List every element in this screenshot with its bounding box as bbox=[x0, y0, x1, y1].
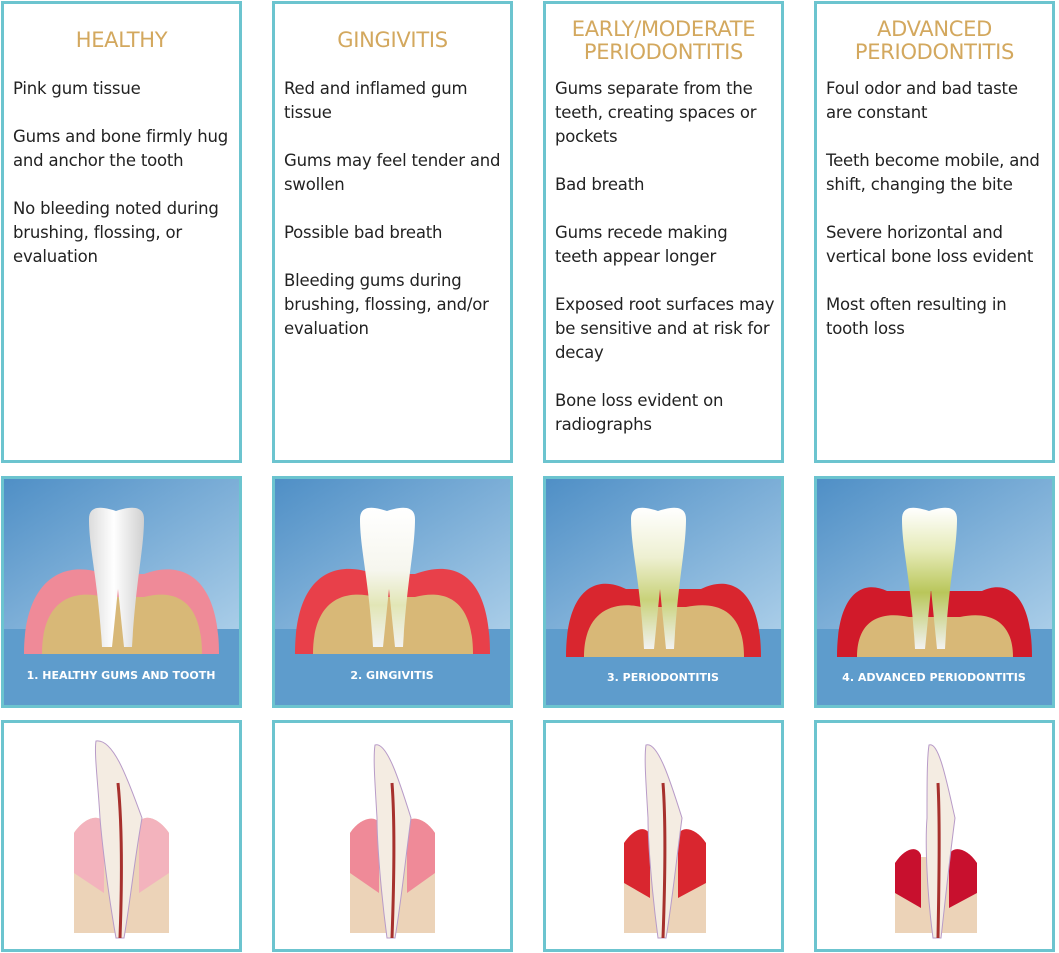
tooth-illustration bbox=[543, 476, 784, 708]
stage-title-line: EARLY/MODERATE bbox=[571, 17, 756, 41]
stage-points bbox=[555, 77, 775, 461]
illustration-caption: 3. PERIODONTITIS bbox=[607, 671, 719, 684]
stage-point: Bleeding gums during brushing, flossing, and/or evaluation bbox=[284, 271, 489, 338]
stage-point: Most often resulting in tooth loss bbox=[826, 295, 1007, 338]
stage-card bbox=[272, 1, 513, 463]
healthy-tooth-illustration bbox=[4, 479, 239, 705]
stage-title-line: GINGIVITIS bbox=[337, 28, 448, 52]
stage-title bbox=[817, 18, 1052, 64]
stage-card bbox=[543, 1, 784, 463]
healthy-cross-section-drawing bbox=[4, 723, 239, 949]
stage-point: Teeth become mobile, and shift, changing the bite bbox=[826, 151, 1040, 194]
stage-point: Bad breath bbox=[555, 175, 645, 194]
stage-point: No bleeding noted during brushing, flossing, or evaluation bbox=[13, 199, 219, 266]
stage-point: Possible bad breath bbox=[284, 223, 443, 242]
tooth-cross-section bbox=[814, 720, 1055, 952]
advanced-periodontitis-cross-section-drawing bbox=[817, 723, 1052, 949]
tooth-cross-section bbox=[543, 720, 784, 952]
periodontitis-cross-section-drawing bbox=[546, 723, 781, 949]
stage-point: Red and inflamed gum tissue bbox=[284, 79, 468, 122]
illustration-caption: 4. ADVANCED PERIODONTITIS bbox=[842, 671, 1026, 684]
stage-point: Severe horizontal and vertical bone loss evident bbox=[826, 223, 1034, 266]
stage-point: Gums and bone firmly hug and anchor the tooth bbox=[13, 127, 229, 170]
stage-title bbox=[275, 29, 510, 52]
stage-point: Gums separate from the teeth, creating spaces or pockets bbox=[555, 79, 757, 146]
tooth-cross-section bbox=[1, 720, 242, 952]
stage-title bbox=[4, 29, 239, 52]
stage-title-line: HEALTHY bbox=[75, 28, 168, 52]
stage-title bbox=[546, 18, 781, 64]
stage-card bbox=[814, 1, 1055, 463]
stage-point: Gums may feel tender and swollen bbox=[284, 151, 501, 194]
stage-points bbox=[284, 77, 504, 365]
gingivitis-tooth-illustration bbox=[275, 479, 510, 705]
stage-point: Pink gum tissue bbox=[13, 79, 141, 98]
stage-point: Bone loss evident on radiographs bbox=[555, 391, 724, 434]
tooth-illustration bbox=[814, 476, 1055, 708]
stage-point: Foul odor and bad taste are constant bbox=[826, 79, 1018, 122]
gingivitis-cross-section-drawing bbox=[275, 723, 510, 949]
stage-title-line: PERIODONTITIS bbox=[583, 40, 744, 64]
stage-point: Gums recede making teeth appear longer bbox=[555, 223, 728, 266]
tooth-cross-section bbox=[272, 720, 513, 952]
illustration-caption: 1. HEALTHY GUMS AND TOOTH bbox=[26, 669, 216, 682]
tooth-illustration bbox=[272, 476, 513, 708]
stage-points bbox=[826, 77, 1046, 365]
tooth-illustration bbox=[1, 476, 242, 708]
advanced-periodontitis-tooth-illustration bbox=[817, 479, 1052, 705]
periodontitis-tooth-illustration bbox=[546, 479, 781, 705]
stage-title-line: PERIODONTITIS bbox=[854, 40, 1015, 64]
stage-points bbox=[13, 77, 233, 293]
stage-card bbox=[1, 1, 242, 463]
illustration-caption: 2. GINGIVITIS bbox=[350, 669, 434, 682]
stage-title-line: ADVANCED bbox=[877, 17, 992, 41]
stage-point: Exposed root surfaces may be sensitive and at risk for decay bbox=[555, 295, 775, 362]
